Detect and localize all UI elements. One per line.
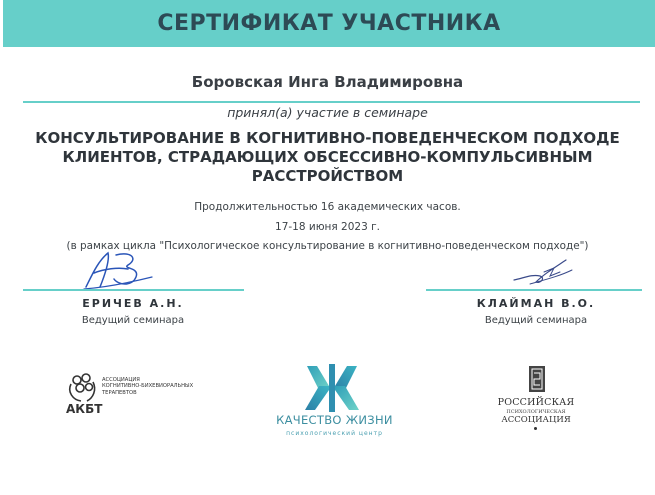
cycle-text: (в рамках цикла "Психологическое консультирование в когнитивно-поведенческом подходе")	[66, 240, 589, 252]
participant-name: Боровская Инга Владимировна	[191, 73, 464, 91]
head-profile-icon	[65, 370, 99, 402]
kachestvo-zhizni-logo	[262, 364, 407, 444]
akbt-full-name	[102, 377, 212, 396]
signature-right	[510, 254, 586, 288]
rpa-dot	[534, 427, 537, 430]
participation-text: принял(а) участие в семинаре	[227, 105, 428, 120]
signature-line-right	[426, 289, 642, 291]
rpa-logo	[496, 363, 576, 433]
rpa-emblem-icon	[528, 365, 546, 393]
signatory-name-right: КЛАЙМАН В.О.	[476, 297, 596, 310]
signature-line-left	[23, 289, 244, 291]
kz-title: КАЧЕСТВО ЖИЗНИ	[276, 413, 393, 427]
signatory-name-left: ЕРИЧЕВ А.Н.	[82, 297, 184, 310]
signatory-role-left: Ведущий семинара	[81, 315, 185, 326]
certificate-title: СЕРТИФИКАТ УЧАСТНИКА	[157, 11, 501, 36]
akbt-abbreviation: АКБТ	[66, 402, 103, 416]
akbt-text-line: ТЕРАПЕВТОВ	[102, 389, 137, 396]
signature-left	[78, 247, 158, 291]
name-divider	[23, 101, 640, 103]
signatory-role-right: Ведущий семинара	[484, 315, 588, 326]
seminar-title-line: РАССТРОЙСТВОМ	[251, 167, 404, 185]
zh-letter-logo-icon	[303, 364, 361, 412]
seminar-title-line: КОНСУЛЬТИРОВАНИЕ В КОГНИТИВНО-ПОВЕДЕНЧЕСКОМ ПОДХОДЕ	[35, 129, 620, 147]
rpa-line1: РОССИЙСКАЯ	[497, 397, 575, 408]
title-banner	[3, 0, 655, 47]
dates-text: 17-18 июня 2023 г.	[275, 221, 380, 233]
duration-text: Продолжительностью 16 академических часов.	[194, 201, 461, 213]
akbt-text-line: АССОЦИАЦИЯ	[102, 377, 140, 383]
kz-subtitle: психологический центр	[286, 430, 383, 437]
seminar-title-line: КЛИЕНТОВ, СТРАДАЮЩИХ ОБСЕССИВНО-КОМПУЛЬСИВНЫМ	[62, 148, 593, 166]
seminar-title	[14, 129, 641, 186]
akbt-logo	[62, 367, 212, 417]
akbt-text-line: КОГНИТИВНО-БИХЕВИОРАЛЬНЫХ	[102, 383, 194, 390]
rpa-line2: ПСИХОЛОГИЧЕСКАЯ	[506, 409, 566, 415]
rpa-line3: АССОЦИАЦИЯ	[501, 415, 571, 425]
